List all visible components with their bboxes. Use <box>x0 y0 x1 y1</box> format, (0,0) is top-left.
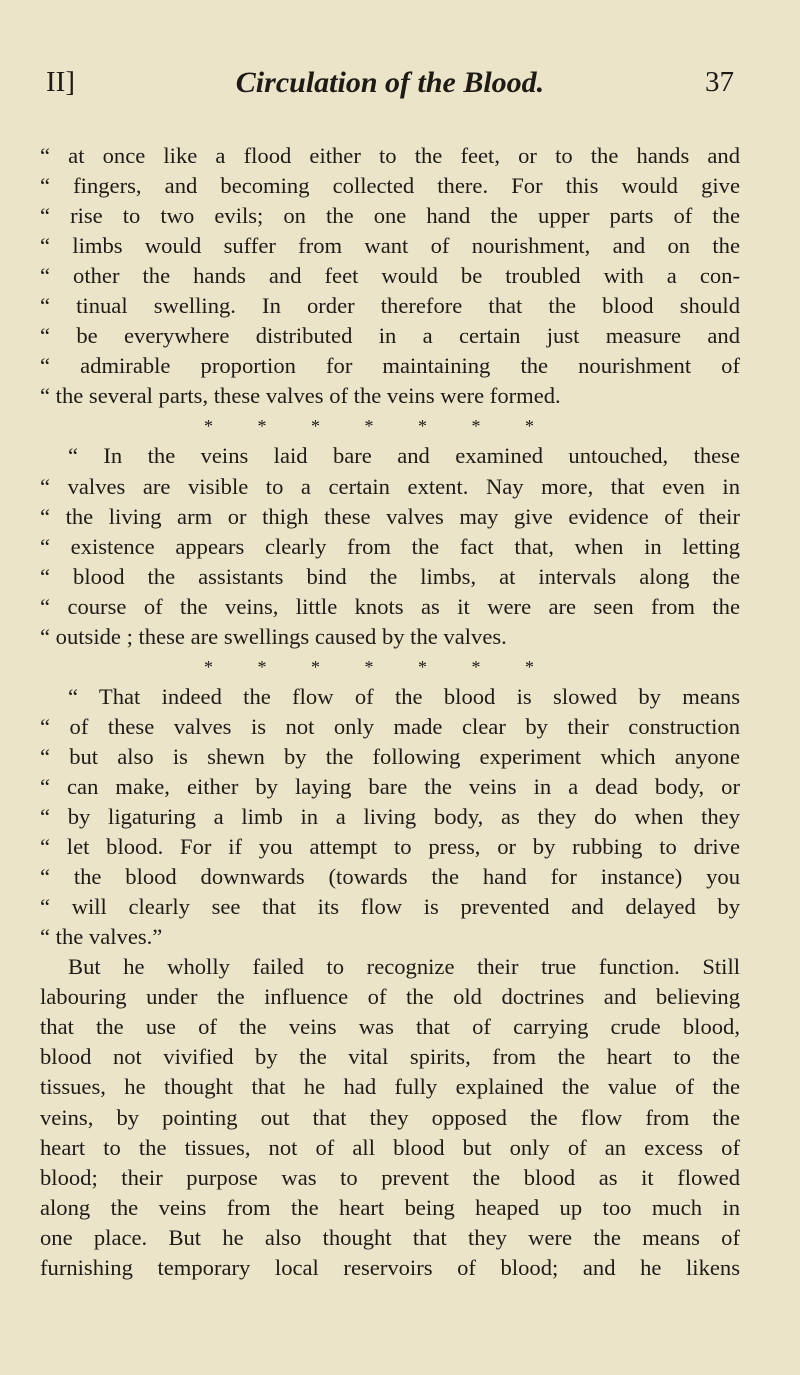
text-line: “ be everywhere distributed in a certain just measure and <box>40 323 740 349</box>
book-page <box>40 0 740 1375</box>
text-line: “ let blood. For if you attempt to press, or by rubbing to drive <box>40 834 740 860</box>
running-head <box>40 66 740 118</box>
text-line: “ course of the veins, little knots as it were are seen from the <box>40 593 740 619</box>
section-break-asterisks: * * * * * * * <box>204 656 534 677</box>
text-line: one place. But he also thought that they were the means of <box>40 1224 740 1250</box>
text-line: “ existence appears clearly from the fact that, when in letting <box>40 533 740 559</box>
text-line: “ will clearly see that its flow is prevented and delayed by <box>40 894 740 920</box>
body-text <box>40 141 740 1283</box>
text-line: “ That indeed the flow of the blood is slowed by means <box>68 683 740 709</box>
text-line: blood not vivified by the vital spirits, from the heart to the <box>40 1044 740 1070</box>
text-line: labouring under the influence of the old doctrines and believing <box>40 984 740 1010</box>
text-line: along the veins from the heart being heaped up too much in <box>40 1194 740 1220</box>
chapter-number: II] <box>46 66 75 98</box>
section-break-asterisks: * * * * * * * <box>204 416 534 437</box>
text-line: “ valves are visible to a certain extent. Nay more, that even in <box>40 473 740 499</box>
text-line: that the use of the veins was that of carrying crude blood, <box>40 1014 740 1040</box>
text-line: “ but also is shewn by the following experiment which anyone <box>40 743 740 769</box>
text-line: blood; their purpose was to prevent the blood as it flowed <box>40 1164 740 1190</box>
text-line: heart to the tissues, not of all blood but only of an excess of <box>40 1134 740 1160</box>
text-line: “ outside ; these are swellings caused by the valves. <box>40 623 507 649</box>
text-line: “ the several parts, these valves of the veins were formed. <box>40 383 561 409</box>
running-title: Circulation of the Blood. <box>235 66 545 99</box>
text-line: “ by ligaturing a limb in a living body, as they do when they <box>40 804 740 830</box>
text-line: furnishing temporary local reservoirs of blood; and he likens <box>40 1254 740 1280</box>
text-line: But he wholly failed to recognize their true function. Still <box>68 954 740 980</box>
text-line: “ limbs would suffer from want of nourishment, and on the <box>40 233 740 259</box>
text-line: “ the living arm or thigh these valves may give evidence of their <box>40 503 740 529</box>
text-line: “ tinual swelling. In order therefore that the blood should <box>40 293 740 319</box>
text-line: “ of these valves is not only made clear by their construction <box>40 713 740 739</box>
text-line: veins, by pointing out that they opposed the flow from the <box>40 1104 740 1130</box>
text-line: “ rise to two evils; on the one hand the upper parts of the <box>40 203 740 229</box>
text-line: “ other the hands and feet would be troubled with a con- <box>40 263 740 289</box>
text-line: “ can make, either by laying bare the veins in a dead body, or <box>40 773 740 799</box>
text-line: “ admirable proportion for maintaining the nourishment of <box>40 353 740 379</box>
page-number: 37 <box>705 66 734 98</box>
text-line: “ the valves.” <box>40 924 163 950</box>
text-line: “ at once like a flood either to the feet, or to the hands and <box>40 143 740 168</box>
text-line: “ In the veins laid bare and examined untouched, these <box>68 443 740 469</box>
text-line: “ fingers, and becoming collected there. For this would give <box>40 173 740 199</box>
text-line: tissues, he thought that he had fully explained the value of the <box>40 1074 740 1100</box>
text-line: “ the blood downwards (towards the hand for instance) you <box>40 864 740 890</box>
text-line: “ blood the assistants bind the limbs, at intervals along the <box>40 563 740 589</box>
